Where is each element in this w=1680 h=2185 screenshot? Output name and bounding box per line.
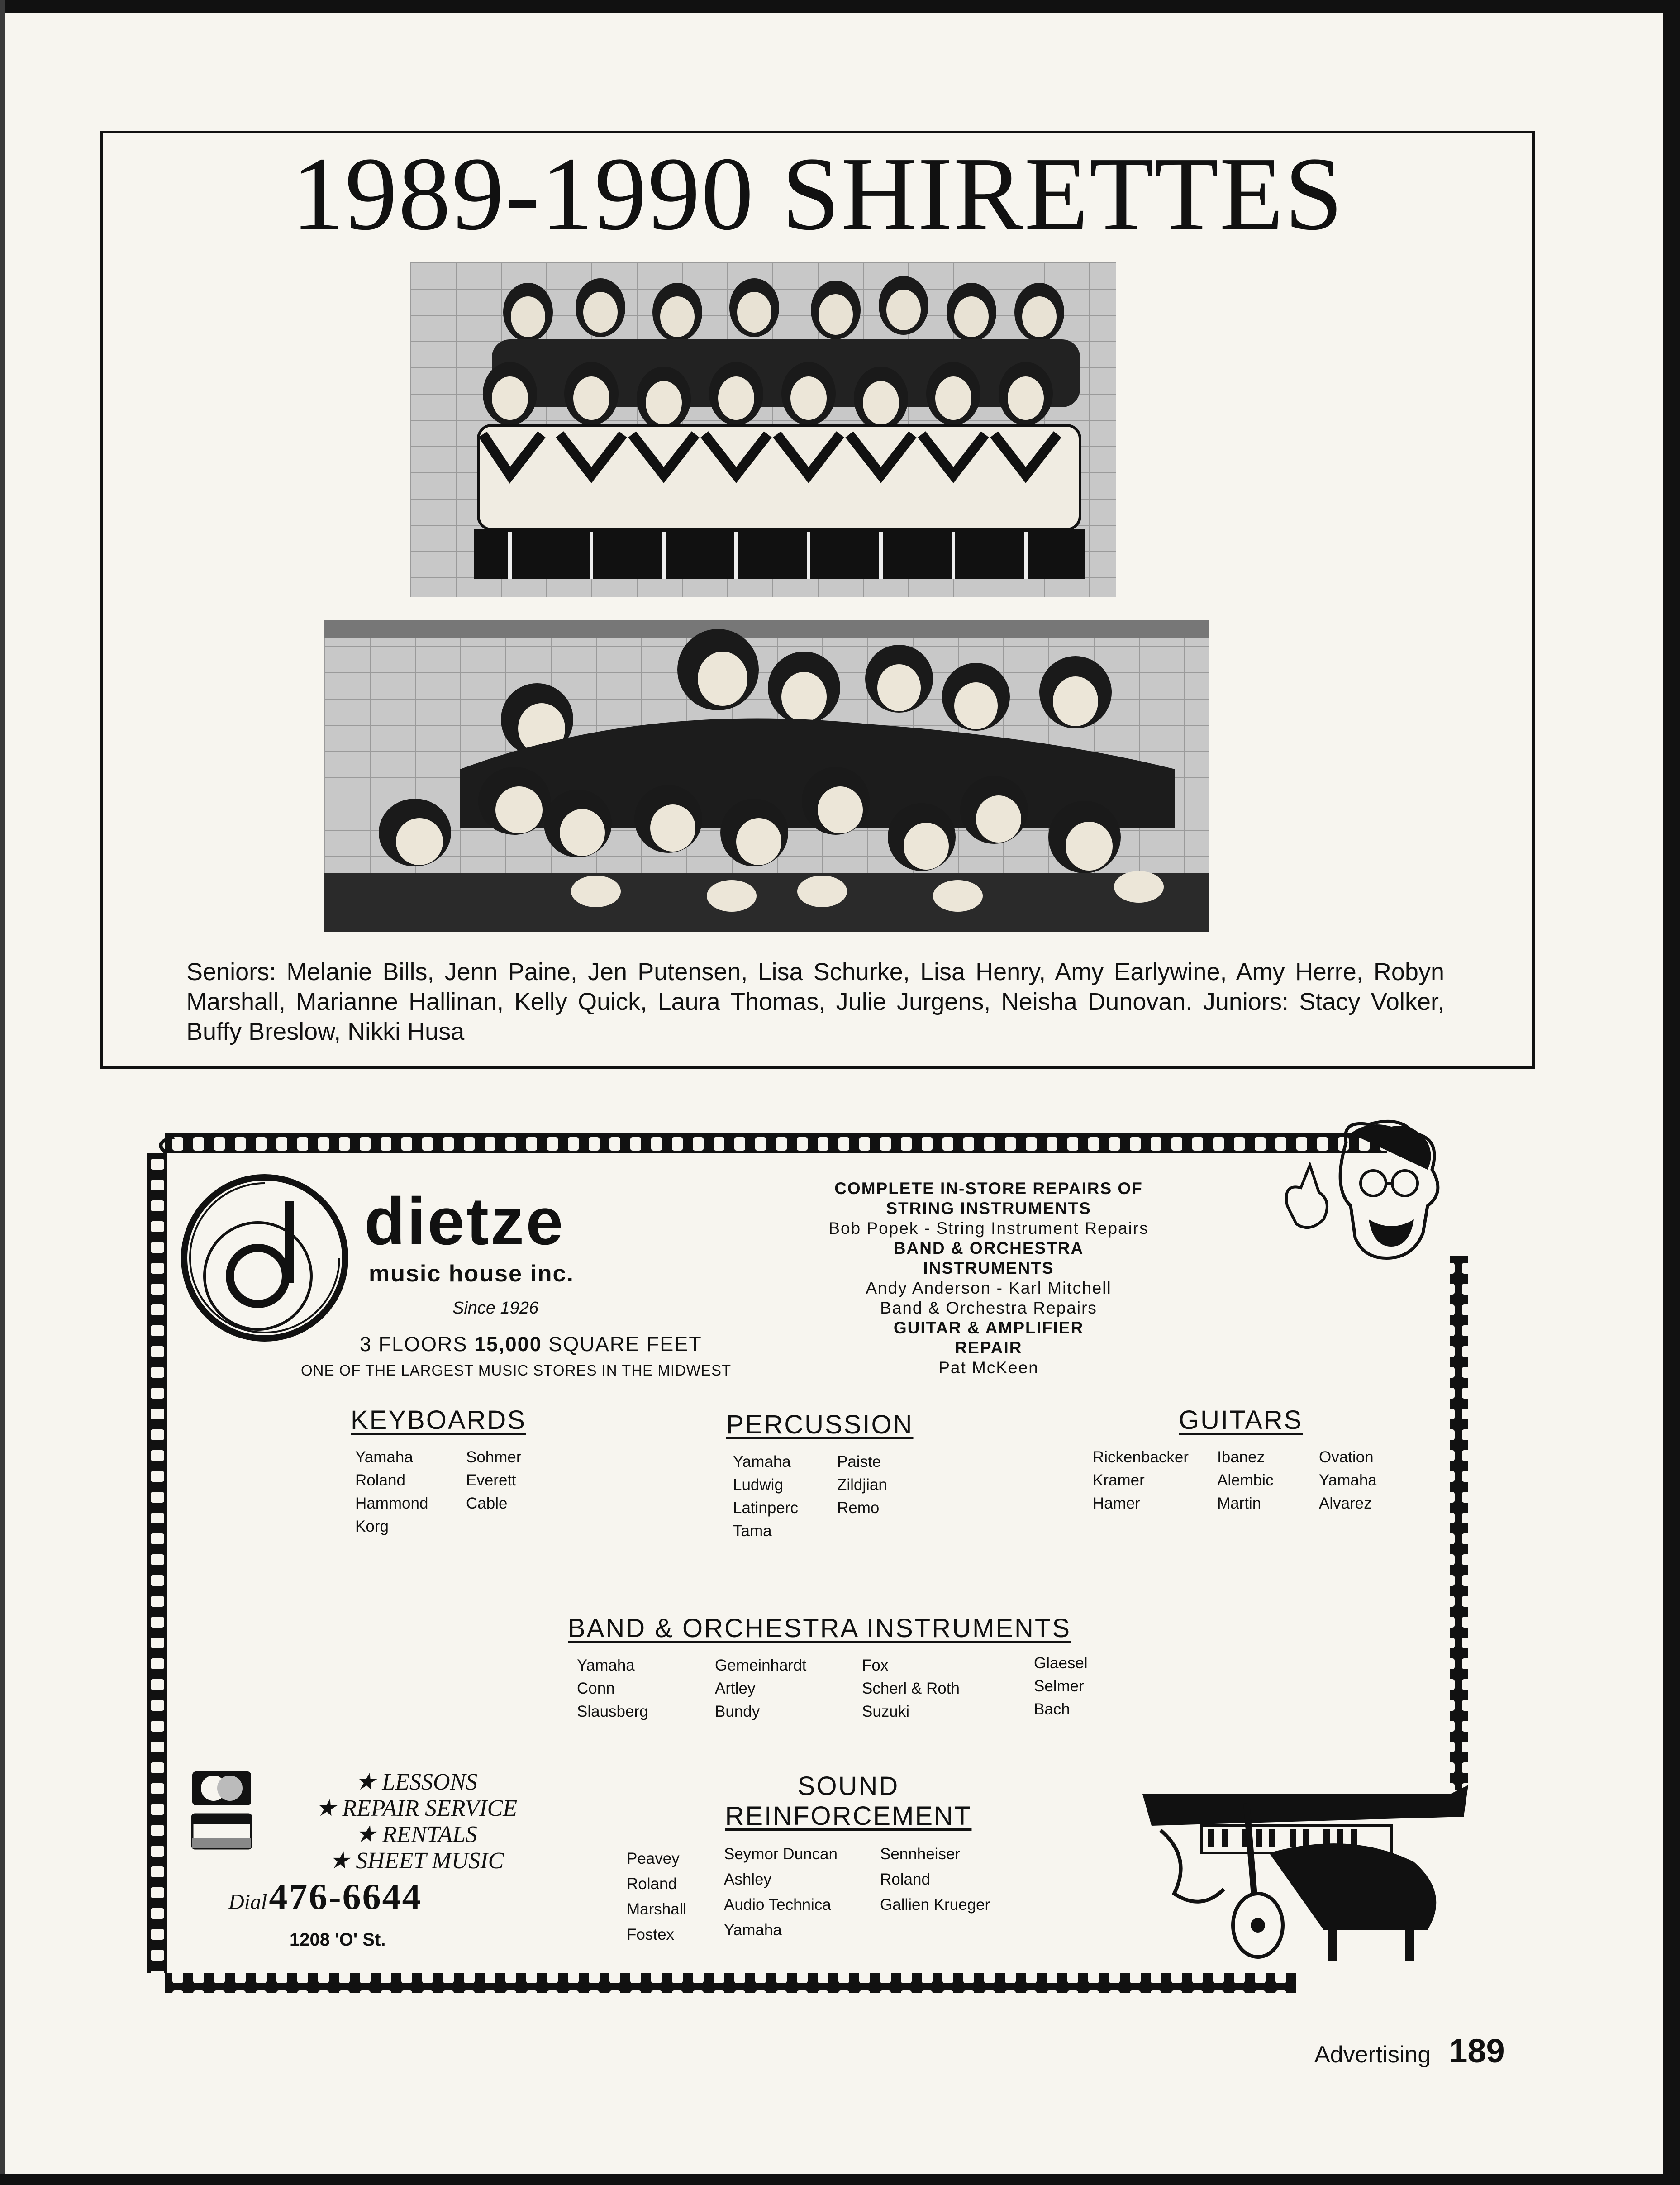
- brand-item: Kramer: [1093, 1471, 1145, 1489]
- store-floors: 3 FLOORS: [360, 1333, 468, 1356]
- sound-title-line1: SOUND: [797, 1771, 899, 1801]
- brand-item: Hamer: [1093, 1495, 1141, 1512]
- brand-item: Yamaha: [724, 1921, 782, 1939]
- brand-item: Yamaha: [355, 1448, 413, 1466]
- service-line: INSTRUMENTS: [923, 1259, 1054, 1277]
- brand-item: Ibanez: [1217, 1448, 1265, 1466]
- keyboards-brands-col2: [466, 1446, 522, 1515]
- brand-item: Yamaha: [733, 1453, 791, 1471]
- brand-name: dietze: [364, 1184, 565, 1259]
- band-brands-col3: [862, 1654, 960, 1723]
- percussion-title: PERCUSSION: [726, 1410, 914, 1439]
- brand-item: Alembic: [1217, 1471, 1274, 1489]
- band-brands-col1: [577, 1654, 648, 1723]
- dietze-logo: [181, 1174, 348, 1342]
- brand-item: Rickenbacker: [1093, 1448, 1189, 1466]
- brand-item: Ludwig: [733, 1476, 783, 1494]
- brand-item: Roland: [880, 1871, 930, 1888]
- store-size: [360, 1333, 702, 1356]
- credit-card-icons: [190, 1769, 253, 1851]
- service-line: Band & Orchestra Repairs: [880, 1299, 1097, 1317]
- store-tagline: ONE OF THE LARGEST MUSIC STORES IN THE MIDWEST: [301, 1362, 732, 1379]
- team-photo-group: [324, 620, 1209, 932]
- service-line: STRING INSTRUMENTS: [886, 1199, 1091, 1218]
- brand-item: Ashley: [724, 1871, 772, 1888]
- page-number: 189: [1449, 2032, 1505, 2070]
- guitars-brands-col2: [1217, 1446, 1273, 1515]
- offering-item: ★ SHEET MUSIC: [328, 1848, 504, 1874]
- brand-item: Suzuki: [862, 1703, 910, 1720]
- keyboards-title: KEYBOARDS: [351, 1405, 526, 1435]
- brand-item: Latinperc: [733, 1499, 798, 1517]
- sound-brands-col2: [724, 1842, 838, 1943]
- dietze-advertisement: [147, 1133, 1468, 1993]
- brand-item: Alvarez: [1319, 1495, 1372, 1512]
- brand-item: Peavey: [627, 1850, 680, 1867]
- brand-item: Bach: [1034, 1700, 1070, 1718]
- brand-item: Hammond: [355, 1495, 428, 1512]
- brand-item: Gallien Krueger: [880, 1896, 990, 1914]
- percussion-brands-col2: [837, 1450, 887, 1519]
- brand-item: Seymor Duncan: [724, 1845, 838, 1863]
- brand-item: Conn: [577, 1680, 615, 1697]
- brand-item: Roland: [627, 1875, 677, 1893]
- sound-brands-col1: [627, 1846, 686, 1947]
- sound-brands-col3: [880, 1842, 990, 1918]
- guitars-brands-col1: [1093, 1446, 1189, 1515]
- brand-item: Zildjian: [837, 1476, 887, 1494]
- brand-item: Yamaha: [1319, 1471, 1377, 1489]
- store-square-feet: 15,000: [474, 1333, 542, 1356]
- photo-caption: Seniors: Melanie Bills, Jenn Paine, Jen Putensen, Lisa Schurke, Lisa Henry, Amy Earlywine, Amy Herre, Robyn Marshall, Marianne Hallinan, Kelly Quick, Laura Thomas, Julie Jurgens, Neisha Dunovan. Juniors: Stacy Volker, Buffy Breslow, Nikki Husa: [186, 958, 1444, 1045]
- dial-label: Dial: [228, 1890, 267, 1914]
- phone-number: 476-6644: [269, 1876, 422, 1917]
- service-line: Andy Anderson - Karl Mitchell: [866, 1279, 1112, 1297]
- brand-subtitle: music house inc.: [369, 1261, 574, 1287]
- brand-since: Since 1926: [452, 1299, 539, 1318]
- service-line: BAND & ORCHESTRA: [893, 1239, 1084, 1257]
- percussion-brands-col1: [733, 1450, 798, 1542]
- guitars-title: GUITARS: [1179, 1405, 1303, 1435]
- scan-edge-bottom: [0, 2174, 1680, 2185]
- brand-item: Remo: [837, 1499, 880, 1517]
- page-title: 1989-1990 SHIRETTES: [291, 136, 1344, 252]
- brand-item: Bundy: [715, 1703, 760, 1720]
- brand-item: Audio Technica: [724, 1896, 831, 1914]
- brand-item: Cable: [466, 1495, 508, 1512]
- caricature-illustration: [1278, 1115, 1450, 1265]
- brand-item: Roland: [355, 1471, 405, 1489]
- scan-edge-right: [1663, 0, 1680, 2185]
- brand-item: Selmer: [1034, 1677, 1084, 1695]
- store-address: 1208 'O' St.: [290, 1930, 386, 1950]
- brand-item: Paiste: [837, 1453, 881, 1471]
- brand-item: Marshall: [627, 1900, 687, 1918]
- guitars-brands-col3: [1319, 1446, 1377, 1515]
- brand-item: Glaesel: [1034, 1654, 1088, 1672]
- brand-item: Fostex: [627, 1926, 675, 1943]
- brand-item: Scherl & Roth: [862, 1680, 960, 1697]
- page-footer: [1314, 2032, 1505, 2070]
- store-offerings: [299, 1769, 534, 1874]
- keyboards-brands-col1: [355, 1446, 428, 1538]
- brand-item: Everett: [466, 1471, 516, 1489]
- offering-item: ★ RENTALS: [355, 1822, 477, 1847]
- service-line: Bob Popek - String Instrument Repairs: [828, 1219, 1149, 1238]
- scan-edge-left: [0, 0, 5, 2185]
- repair-services: [817, 1179, 1161, 1378]
- brand-item: Fox: [862, 1657, 889, 1674]
- offering-item: ★ LESSONS: [355, 1769, 478, 1795]
- scan-edge-top: [0, 0, 1680, 13]
- section-label: Advertising: [1314, 2042, 1431, 2068]
- sound-title-line2: REINFORCEMENT: [725, 1801, 972, 1831]
- brand-item: Korg: [355, 1518, 389, 1535]
- phone-number-block: [228, 1876, 422, 1918]
- brand-item: Gemeinhardt: [715, 1657, 807, 1674]
- brand-item: Artley: [715, 1680, 756, 1697]
- band-brands-col4: [1034, 1652, 1088, 1721]
- shirettes-panel: [100, 131, 1535, 1069]
- service-line: REPAIR: [955, 1338, 1023, 1357]
- brand-item: Yamaha: [577, 1657, 635, 1674]
- team-photo-standing: [410, 262, 1116, 597]
- brand-item: Slausberg: [577, 1703, 648, 1720]
- brand-item: Sohmer: [466, 1448, 522, 1466]
- service-line: GUITAR & AMPLIFIER: [893, 1319, 1084, 1337]
- band-orchestra-title: BAND & ORCHESTRA INSTRUMENTS: [568, 1614, 1071, 1643]
- brand-item: Sennheiser: [880, 1845, 961, 1863]
- brand-item: Ovation: [1319, 1448, 1374, 1466]
- brand-item: Tama: [733, 1522, 772, 1540]
- instruments-illustration: [1133, 1776, 1477, 1966]
- store-size-unit: SQUARE FEET: [548, 1333, 702, 1356]
- brand-item: Martin: [1217, 1495, 1261, 1512]
- service-line: Pat McKeen: [938, 1358, 1039, 1377]
- service-line: COMPLETE IN-STORE REPAIRS OF: [834, 1179, 1143, 1198]
- band-brands-col2: [715, 1654, 806, 1723]
- offering-item: ★ REPAIR SERVICE: [315, 1795, 518, 1821]
- sound-reinforcement-title: [713, 1771, 984, 1831]
